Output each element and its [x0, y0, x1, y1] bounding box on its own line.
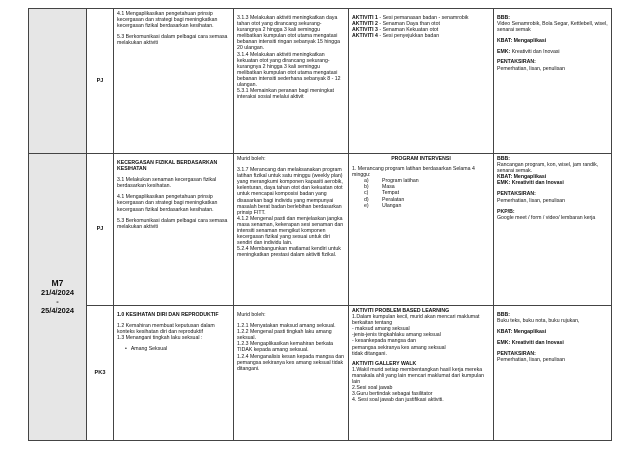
program-item: e) Ulangan	[364, 202, 402, 209]
gallery-walk-line: 1.Wakil murid setiap membentangkan hasil kerja mereka manakala ahli yang lain mencari maklumat dari kumpulan lain	[352, 366, 485, 386]
gallery-walk-line: 4. Sesi soal jawab dan justifikasi aktiviti.	[352, 397, 444, 404]
emk-text: EMK: Kreativiti dan Inovasi	[497, 340, 564, 347]
taksiran-label: PENTAKSIRAN:	[497, 191, 536, 198]
bullet-item: • Amang Seksual	[125, 346, 230, 352]
standard-text: 5.3 Berkomunikasi dalam pelbagai cara semasa melakukan aktiviti	[117, 217, 228, 230]
activity-item: AKTIVITI 4 - Sesi penyejukkan badan	[352, 33, 440, 40]
content-standards	[114, 306, 234, 441]
objective-text: 4.1.2 Mengenal pasti dan menjelaskan jangka masa senaman, kekerapan sesi senaman dan intensiti senaman mengikut komponen kecergasan fizikal yang sesuai untuk diri sendiri dan individu lain.	[237, 215, 344, 247]
learning-objectives	[234, 9, 349, 154]
gallery-walk-line: 3.Guru bertindak sebagai fasilitator	[352, 391, 433, 398]
learning-objectives	[234, 306, 349, 441]
bbb-label: BBB:	[497, 15, 510, 21]
emk-text: EMK: Kreativiti dan Inovasi	[497, 49, 560, 56]
pbl-line: pemangsa sekiranya kes amang seksual	[352, 344, 446, 351]
activity-item: AKTIVITI 1 - Sesi pemanasan badan - senamrobik	[352, 15, 469, 21]
standard-text: 4.1 Mengaplikasikan pengetahuan prinsip kecergasan dan strategi bagi meningkatkan kecergasan fizikal berdasarkan kesihatan.	[117, 194, 218, 213]
objective-text: 1.2.1 Menyatakan maksud amang seksual.	[237, 323, 336, 330]
taksiran-text: Pemerhatian, lisan, penulisan	[497, 65, 566, 72]
activities	[349, 154, 494, 306]
activity-item: AKTIVITI 3 - Senaman Kekuatan otot	[352, 27, 439, 34]
pdp-text: Google meet / form / video/ lembaran kerja	[497, 214, 596, 221]
content-standards	[114, 154, 234, 306]
learning-objectives	[234, 154, 349, 306]
pbl-line: 1.Dalam kumpulan kecil, murid akan mencari maklumat berkaitan tentang	[352, 314, 480, 327]
subject-code: PJ	[87, 154, 114, 306]
program-item: a) Program latihan	[364, 178, 419, 185]
kbat-text: KBAT: Mengaplikasi	[497, 174, 547, 181]
objective-text: 3.1.3 Melakukan aktiviti meningkatkan daya tahan otot yang dirancang sekurang-kurangnya 2 hingga 3 kali seminggu melibatkan kumpulan otot utama mengatasi bebanan intensiti ringan sebanyak 15 hingga 20 ulangan.	[237, 15, 340, 52]
week-label: M7	[51, 278, 64, 288]
gallery-walk-title: AKTIVITI GALLERY WALK	[352, 360, 417, 367]
lesson-plan-table	[28, 8, 612, 441]
topic-title: 1.0 KESIHATAN DIRI DAN REPRODUKTIF	[117, 312, 219, 318]
bbb-text: Buku teks, buku nota, buku rujukan,	[497, 318, 580, 325]
program-item: d) Peralatan	[364, 196, 405, 203]
objective-text: 3.1.7 Merancang dan melaksanakan program latihan fizikal untuk satu minggu (weekly plan) yang merangkumi komponen kapasiti aerobik, kelenturan, daya tahan otot dan kekuatan otot untuk mencapai komposisi badan yang disasarkan bagi individu yang mempunyai masalah berat badan berlebihan berdasarkan prinsip FITT.	[237, 167, 343, 216]
taksiran-label: PENTAKSIRAN:	[497, 59, 536, 66]
lesson-plan-page	[28, 8, 612, 446]
pdp-label: PKP/B:	[497, 208, 515, 215]
standard-text: 5.3 Berkomunikasi dalam pelbagai cara semasa melakukan aktiviti	[117, 34, 228, 47]
subject-code: PK3	[87, 306, 114, 441]
week-dash: -	[56, 297, 59, 306]
resources	[494, 9, 612, 154]
activity-item: AKTIVITI 2 - Senaman Daya than otot	[352, 21, 440, 28]
topic-title: KECERGASAN FIZIKAL BERDASARKAN KESIHATAN	[117, 160, 218, 173]
subject-code: PJ	[87, 9, 114, 154]
bbb-label: BBB:	[497, 156, 510, 162]
objective-text: 5.3.1 Memainkan peranan bagi meningkat interaksi sosial melalui aktivit	[237, 88, 334, 101]
table-row	[29, 306, 612, 441]
program-intro: 1. Merancang program latihan berdasarkan Selama 4 minggu:	[352, 166, 475, 179]
program-item: c) Tempat	[364, 190, 400, 197]
standard-text: 4.1 Mengaplikasikan pengetahuan prinsip kecergasan dan strategi bagi meningkatkan kecergasan fizikal berdasarkan kesihatan.	[117, 11, 218, 30]
program-item: b) Masa	[364, 184, 395, 191]
kbat-text: KBAT: Mengaplikasi	[497, 329, 547, 336]
content-standards	[114, 9, 234, 154]
objective-text: 1.2.2 Mengenal pasti tingkah laku amang seksual.	[237, 329, 332, 342]
taksiran-text: Pemerhatian, lisan, penulisan	[497, 197, 566, 204]
week-start-date: 21/4/2024	[41, 288, 74, 297]
bbb-label: BBB:	[497, 312, 510, 318]
pbl-line: - maksud amang seksual	[352, 326, 410, 333]
resources	[494, 154, 612, 306]
table-row	[29, 154, 612, 306]
week-cell	[29, 154, 87, 441]
bbb-text: Video Senamrobik, Bola Segar, Kettlebell, wisel, senarai semak	[497, 21, 608, 34]
objective-text: 5.2.4 Membangunkan matlamat kendiri untuk meningkatkan prestasi dalam aktiviti fizikal.	[237, 246, 341, 259]
pbl-line: - kesankepada mangsa dan	[352, 338, 417, 345]
objective-text: 1.2.3 Mengaplikasikan kemahiran berkata TIDAK kepada amang seksual.	[237, 341, 334, 354]
murid-label: Murid boleh:	[237, 156, 266, 162]
pbl-title: AKTIVITI PROBLEM BASED LEARNING	[352, 308, 450, 314]
week-end-date: 25/4/2024	[41, 306, 74, 315]
bbb-text: Rancangan program, kon, wisel, jam randik, senarai semak.	[497, 162, 599, 175]
objective-text: 1.2.4 Menganalisis kesan kepada mangsa dan pemangsa sekiranya kes amang seksual tidak ditangani.	[237, 353, 344, 372]
emk-text: EMK: Kreativiti dan Inovasi	[497, 180, 564, 187]
kbat-text: KBAT: Mengaplikasi	[497, 38, 547, 45]
table-row	[29, 9, 612, 154]
murid-label: Murid boleh:	[237, 312, 266, 318]
pbl-line: -jenis-jenis tingkahlaku amang seksual	[352, 332, 441, 339]
standard-text: 1.3 Menangani tingkah laku seksual :	[117, 335, 203, 342]
taksiran-label: PENTAKSIRAN:	[497, 351, 536, 358]
program-title: PROGRAM INTERVENSI	[391, 156, 451, 162]
activities	[349, 9, 494, 154]
resources	[494, 306, 612, 441]
objective-text: 3.1.4 Melakukan aktiviti meningkatkan kekuatan otot yang dirancang sekurang-kurangnya 2 hingga 3 kali seminggu melibatkan kumpulan otot utama mengatasi bebanan intensiti sederhana sebanyak 8 - 12 ulangan.	[237, 51, 341, 89]
taksiran-text: Pemerhatian, lisan, penulisan	[497, 357, 566, 364]
standard-text: 3.1 Melakukan senaman kecergasan fizikal berdasarkan kesihatan.	[117, 177, 217, 190]
activities	[349, 306, 494, 441]
week-cell-empty	[29, 9, 87, 154]
pbl-line: tidak ditangani.	[352, 350, 387, 357]
gallery-walk-line: 2.Sesi soal jawab	[352, 385, 393, 392]
standard-text: 1.2 Kemahiran membuat keputusan dalam konteks kesihatan diri dan reproduktif	[117, 323, 215, 336]
